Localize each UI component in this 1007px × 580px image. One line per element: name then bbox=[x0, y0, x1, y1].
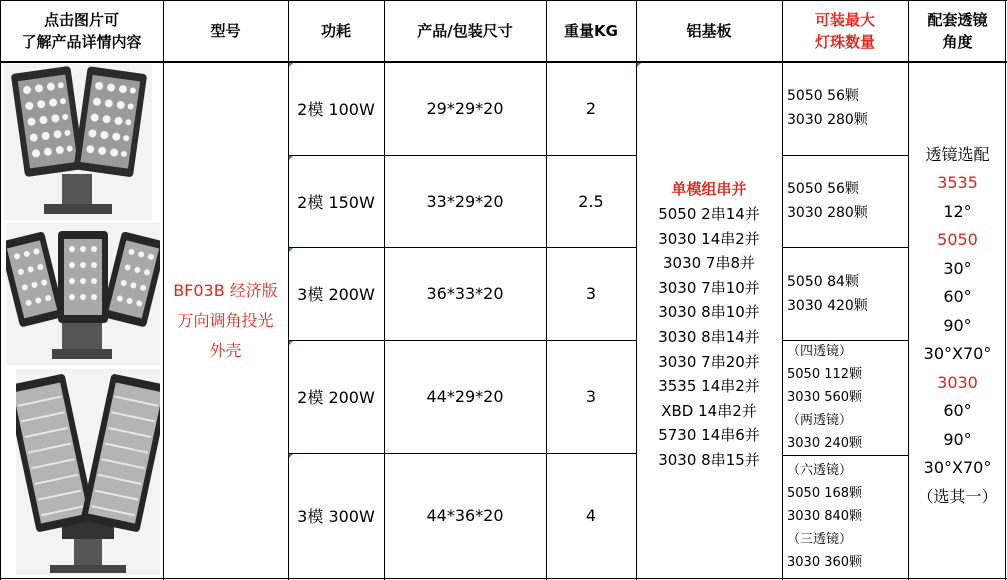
grid-line bbox=[0, 0, 1, 580]
header-beads-line1: 可装最大 bbox=[814, 11, 875, 29]
power-cell: 3模 200W bbox=[297, 285, 375, 304]
lens-line: 5050 bbox=[937, 230, 978, 250]
beads-line: （六透镜） bbox=[787, 463, 853, 478]
size-cell: 33*29*20 bbox=[426, 191, 504, 211]
lens-line: 60° bbox=[943, 287, 972, 307]
beads-line: 3030 840颗 bbox=[787, 509, 863, 524]
grid-line bbox=[782, 0, 783, 580]
power-cell: 3模 300W bbox=[297, 507, 375, 526]
grid-line bbox=[636, 0, 637, 580]
beads-cell bbox=[782, 340, 908, 455]
lens-cell bbox=[908, 62, 1007, 580]
grid-line bbox=[288, 453, 636, 454]
grid-line bbox=[0, 0, 1007, 1]
beads-cell bbox=[782, 247, 908, 340]
board-line: XBD 14串2并 bbox=[661, 401, 757, 420]
header-image-line2: 了解产品详情内容 bbox=[21, 33, 142, 51]
board-line: 3535 14串2并 bbox=[658, 377, 760, 396]
cell-marker bbox=[289, 156, 293, 160]
weight-cell: 3 bbox=[585, 387, 597, 406]
board-line: 3030 8串10并 bbox=[658, 303, 760, 322]
header-beads bbox=[782, 0, 908, 62]
beads-line: 3030 560颗 bbox=[787, 390, 863, 405]
beads-line: （四透镜） bbox=[787, 344, 853, 359]
product-image-3-module[interactable] bbox=[6, 223, 160, 365]
grid-line bbox=[163, 0, 164, 580]
lens-line: 3535 bbox=[937, 173, 978, 193]
board-line: 3030 8串15并 bbox=[658, 450, 760, 469]
lens-line: 3030 bbox=[937, 372, 978, 392]
size-cell: 44*29*20 bbox=[426, 387, 504, 406]
header-model: 型号 bbox=[210, 22, 241, 40]
beads-line: 3030 240颗 bbox=[787, 436, 863, 451]
header-image bbox=[0, 0, 163, 62]
cell-marker bbox=[289, 454, 293, 458]
board-line: 5050 2串14并 bbox=[658, 205, 760, 224]
grid-line bbox=[384, 0, 385, 580]
cell-marker bbox=[637, 63, 641, 67]
beads-line: （两透镜） bbox=[787, 413, 853, 428]
product-image-2-module-large[interactable] bbox=[16, 369, 160, 575]
beads-line: 5050 112颗 bbox=[787, 367, 863, 382]
lens-line: 30° bbox=[943, 258, 972, 278]
grid-line bbox=[0, 578, 1007, 579]
grid-line bbox=[546, 0, 547, 580]
cell-marker bbox=[289, 248, 293, 252]
header-lens bbox=[908, 0, 1007, 62]
beads-cell bbox=[782, 155, 908, 247]
power-cell: 2模 100W bbox=[297, 100, 375, 119]
lens-line: （选其一） bbox=[917, 486, 998, 506]
lens-line: 90° bbox=[943, 315, 972, 335]
power-cell: 2模 150W bbox=[297, 192, 375, 212]
header-lens-line2: 角度 bbox=[942, 33, 973, 51]
grid-line bbox=[288, 247, 636, 248]
lens-line: 90° bbox=[943, 429, 972, 449]
weight-cell: 2 bbox=[585, 99, 597, 118]
size-cell: 44*36*20 bbox=[426, 506, 504, 525]
header-lens-line1: 配套透镜 bbox=[927, 11, 988, 29]
grid-line bbox=[288, 0, 289, 580]
model-line2: 万向调角投光 bbox=[177, 311, 274, 330]
grid-line bbox=[1005, 0, 1006, 580]
grid-line bbox=[288, 155, 636, 156]
board-line: 3030 7串8并 bbox=[662, 254, 756, 273]
beads-line: 5050 56颗 bbox=[787, 181, 859, 197]
header-power: 功耗 bbox=[320, 22, 351, 40]
weight-cell: 2.5 bbox=[578, 191, 604, 211]
beads-cell bbox=[782, 455, 908, 578]
grid-line bbox=[782, 340, 908, 341]
lens-line: 60° bbox=[943, 401, 972, 421]
beads-line: 3030 360颗 bbox=[787, 555, 863, 570]
grid-line bbox=[782, 247, 908, 248]
lens-line: 12° bbox=[943, 201, 972, 221]
header-beads-line2: 灯珠数量 bbox=[814, 33, 875, 51]
beads-line: 3030 280颗 bbox=[787, 112, 868, 128]
beads-line: 3030 280颗 bbox=[787, 205, 868, 221]
board-line: 3030 14串2并 bbox=[658, 229, 760, 248]
weight-cell: 4 bbox=[585, 506, 597, 525]
floodlight-3-module-icon bbox=[6, 223, 160, 365]
lens-line: 30°X70° bbox=[923, 344, 992, 364]
board-line: 3030 8串14并 bbox=[658, 328, 760, 346]
beads-line: 5050 168颗 bbox=[787, 486, 863, 501]
beads-line: （三透镜） bbox=[787, 532, 853, 547]
power-cell: 2模 200W bbox=[297, 388, 375, 407]
header-board: 铝基板 bbox=[686, 22, 732, 40]
grid-line bbox=[288, 340, 636, 341]
board-line: 3030 7串10并 bbox=[658, 278, 760, 297]
model-line1: BF03B 经济版 bbox=[173, 281, 278, 300]
beads-line: 5050 84颗 bbox=[787, 273, 859, 290]
weight-cell: 3 bbox=[585, 284, 597, 303]
grid-line bbox=[0, 61, 1007, 63]
board-line: 3030 7串20并 bbox=[658, 352, 760, 371]
header-image-line1: 点击图片可 bbox=[43, 11, 119, 29]
size-cell: 29*29*20 bbox=[426, 99, 504, 118]
header-weight: 重量KG bbox=[564, 22, 618, 40]
board-line: 5730 14串6并 bbox=[658, 426, 760, 445]
grid-line bbox=[908, 0, 909, 580]
header-size: 产品/包装尺寸 bbox=[417, 22, 513, 40]
grid-line bbox=[782, 155, 908, 156]
lens-line: 透镜选配 bbox=[925, 144, 990, 164]
beads-line: 3030 420颗 bbox=[787, 297, 868, 314]
grid-line bbox=[782, 455, 908, 456]
board-title: 单模组串并 bbox=[671, 180, 747, 199]
product-image-2-module[interactable] bbox=[4, 64, 152, 220]
beads-cell bbox=[782, 62, 908, 155]
beads-line: 5050 56颗 bbox=[787, 88, 859, 104]
size-cell: 36*33*20 bbox=[426, 284, 504, 303]
cell-marker bbox=[289, 63, 293, 67]
model-line3: 外壳 bbox=[209, 341, 242, 360]
lens-line: 30°X70° bbox=[923, 458, 992, 478]
floodlight-2-module-icon bbox=[4, 64, 152, 220]
cell-marker bbox=[289, 341, 293, 345]
model-cell bbox=[163, 62, 288, 580]
floodlight-2-module-large-icon bbox=[16, 369, 160, 575]
board-cell bbox=[636, 62, 782, 580]
